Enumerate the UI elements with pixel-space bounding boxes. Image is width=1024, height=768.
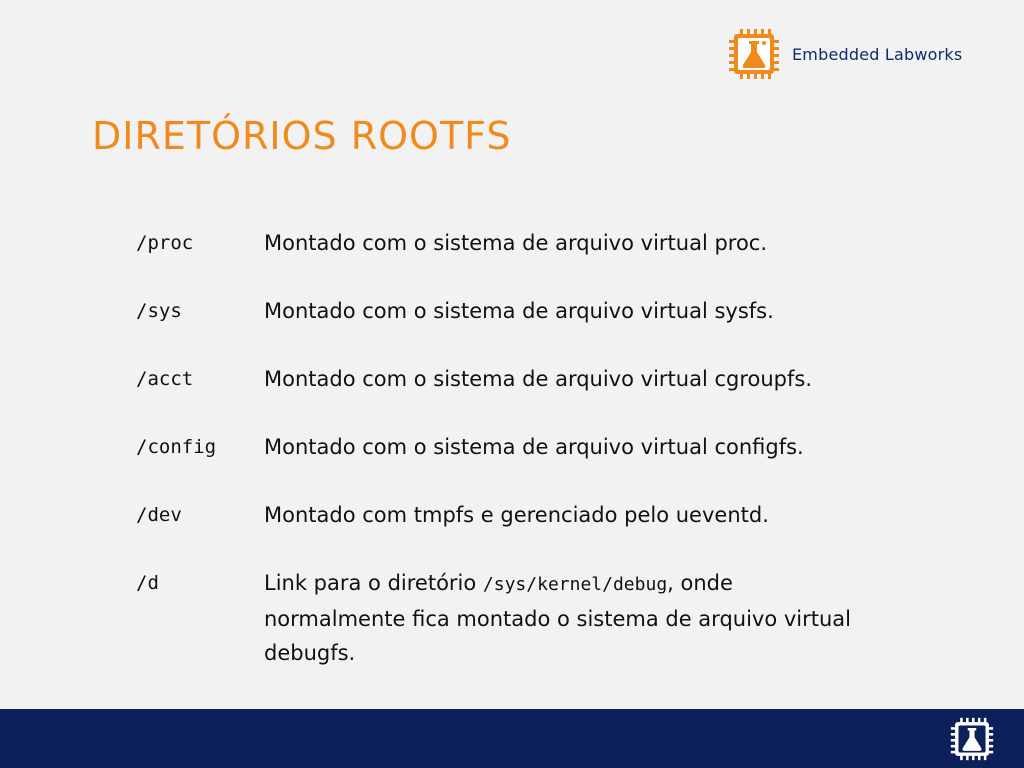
directory-description: Montado com o sistema de arquivo virtual cgroupfs. [264,367,812,391]
directory-description: Montado com o sistema de arquivo virtual sysfs. [264,299,774,323]
description-code: /sys/kernel/debug [482,574,668,595]
brand-header [728,28,962,80]
directory-description: Montado com o sistema de arquivo virtual configfs. [264,435,804,459]
directory-path: /d [136,572,159,594]
directory-description: Montado com o sistema de arquivo virtual proc. [264,231,768,255]
directory-path: /dev [136,504,182,526]
description-text: , onde normalmente fica montado o sistema de arquivo virtual debugfs. [264,571,852,665]
directory-path: /sys [136,300,182,322]
directory-path: /proc [136,232,194,254]
directory-description: Montado com tmpfs e gerenciado pelo ueventd. [264,503,769,527]
directory-description [264,566,864,670]
footer-bar [0,709,1024,768]
directory-path: /config [136,436,217,458]
flask-chip-icon [728,28,780,80]
flask-chip-icon [950,717,994,761]
brand-name: Embedded Labworks [792,44,963,64]
description-text: Link para o diretório [264,571,483,595]
slide-title: DIRETÓRIOS ROOTFS [92,114,512,158]
directory-path: /acct [136,368,194,390]
